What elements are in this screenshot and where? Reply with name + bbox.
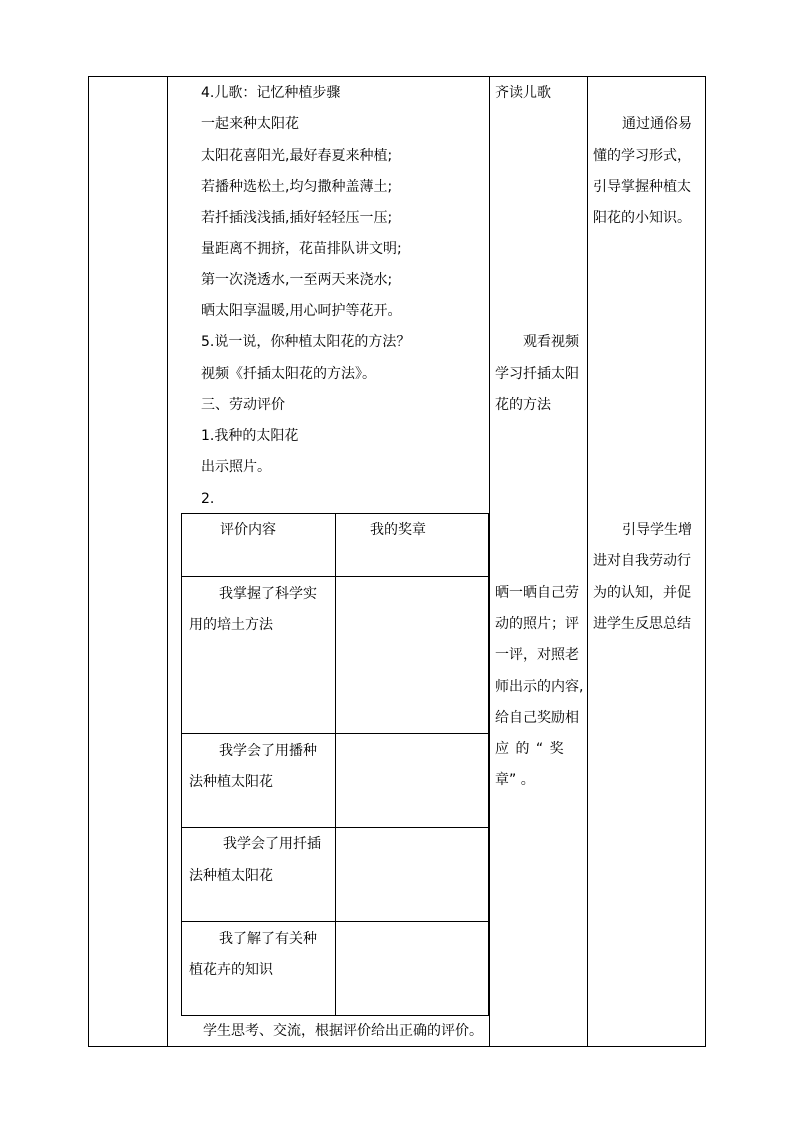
student-text: 一评，对照老 xyxy=(495,647,579,663)
student-text: 章” 。 xyxy=(495,772,535,788)
activity-line: 4.儿歌：记忆种植步骤 xyxy=(201,85,341,101)
eval-badge-cell xyxy=(335,921,489,1016)
student-text: 师出示的内容, xyxy=(495,679,584,695)
intent-text: 引导学生增 xyxy=(622,522,692,538)
intent-text: 懂的学习形式， xyxy=(593,148,691,164)
intent-text: 进对自我劳动行 xyxy=(593,553,691,569)
eval-row-text: 用的培土方法 xyxy=(189,617,273,633)
eval-row-text: 我学会了用扦插 xyxy=(223,836,321,852)
intent-text: 通过通俗易 xyxy=(622,116,692,132)
activity-line: 视频《扦插太阳花的方法》。 xyxy=(201,366,376,382)
student-text: 观看视频 xyxy=(523,334,579,350)
activity-line: 2. xyxy=(201,491,215,507)
activity-footer: 学生思考、交流，根据评价给出正确的评价。 xyxy=(203,1023,483,1039)
eval-header-badge: 我的奖章 xyxy=(370,522,426,538)
activity-line: 5.说一说，你种植太阳花的方法？ xyxy=(201,334,411,350)
student-text: 齐读儿歌 xyxy=(495,85,551,101)
student-text: 给自己奖励相 xyxy=(495,710,579,726)
activity-line: 若扦插浅浅插,插好轻轻压一压; xyxy=(201,210,393,226)
intent-text: 阳花的小知识。 xyxy=(593,210,691,226)
activity-line: 太阳花喜阳光,最好春夏来种植; xyxy=(201,148,393,164)
student-text: 学习扦插太阳 xyxy=(495,366,579,382)
intent-text: 进学生反思总结 xyxy=(593,616,691,632)
eval-row-text: 我了解了有关种 xyxy=(219,931,317,947)
activity-line: 三、劳动评价 xyxy=(201,397,285,413)
eval-row-text: 植花卉的知识 xyxy=(189,962,273,978)
eval-row-text: 法种植太阳花 xyxy=(189,774,273,790)
activity-line: 晒太阳享温暖,用心呵护等花开。 xyxy=(201,303,402,319)
activity-line: 若播种选松土,均匀撒种盖薄土; xyxy=(201,179,393,195)
eval-badge-cell xyxy=(335,827,489,922)
intent-text: 为的认知，并促 xyxy=(593,585,691,601)
eval-header-content: 评价内容 xyxy=(220,522,276,538)
activity-line: 出示照片。 xyxy=(201,459,271,475)
activity-line: 1.我种的太阳花 xyxy=(201,428,299,444)
student-text: 动的照片；评 xyxy=(495,616,579,632)
activity-line: 一起来种太阳花 xyxy=(201,116,299,132)
eval-row-text: 法种植太阳花 xyxy=(189,868,273,884)
activity-line: 量距离不拥挤，花苗排队讲文明; xyxy=(201,241,402,257)
column-divider-1 xyxy=(167,76,168,1047)
column-divider-2 xyxy=(489,76,490,1047)
student-text: 晒一晒自己劳 xyxy=(495,585,579,601)
activity-line: 第一次浇透水,一至两天来浇水; xyxy=(201,272,393,288)
intent-text: 引导掌握种植太 xyxy=(593,179,691,195)
student-text: 花的方法 xyxy=(495,397,551,413)
eval-row-text: 我学会了用播种 xyxy=(219,743,317,759)
eval-badge-cell xyxy=(335,733,489,828)
column-divider-3 xyxy=(587,76,588,1047)
eval-row-text: 我掌握了科学实 xyxy=(219,586,317,602)
eval-badge-cell xyxy=(335,576,489,734)
student-text: 应 的 “ 奖 xyxy=(495,741,564,757)
